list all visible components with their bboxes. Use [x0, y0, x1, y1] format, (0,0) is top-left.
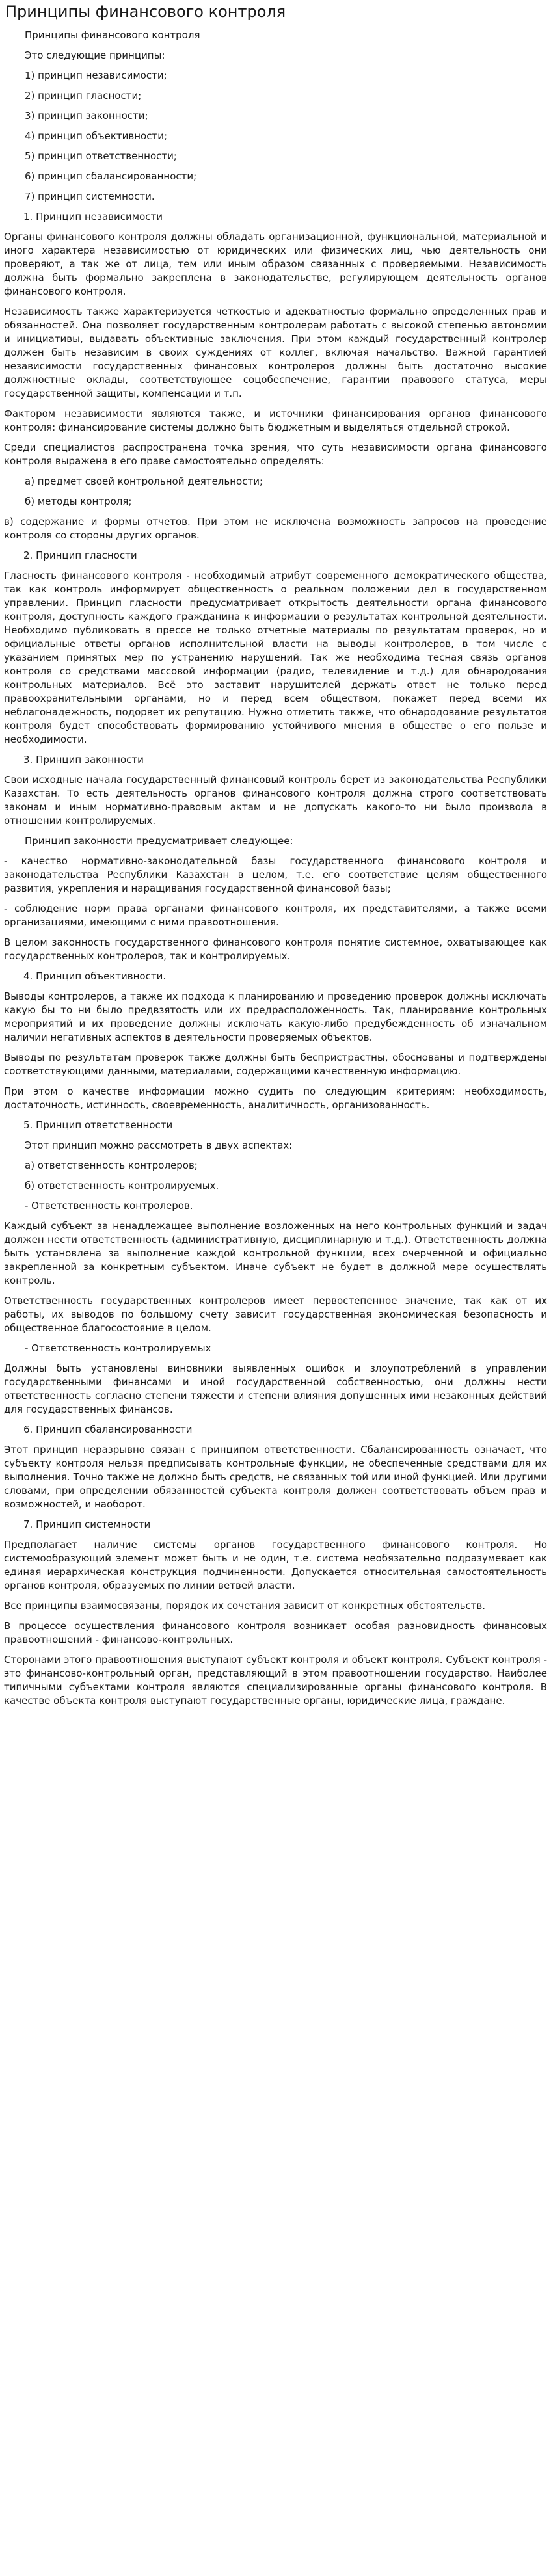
paragraph: Принципы финансового контроля: [25, 29, 200, 41]
paragraph: а) ответственность контролеров;: [25, 1160, 198, 1171]
section-heading: 2. Принцип гласности: [23, 550, 137, 561]
paragraph: В процессе осуществления финансового контроля возникает особая разновидность финансовых правоотношений - финансово-контрольных.: [4, 1620, 547, 1645]
paragraph: При этом о качестве информации можно судить по следующим критериям: необходимость, достаточность, истинность, своевременность, аналитичность, организованность.: [4, 1085, 547, 1111]
section-heading: 6. Принцип сбалансированности: [23, 1424, 193, 1435]
document: [0, 1, 551, 1721]
paragraph: Каждый субъект за ненадлежащее выполнение возложенных на него контрольных функций и задач должен нести ответственность (административную, дисциплинарную и т.д.). Ответственность должна быть установлена за выполнение каждой контрольной функции, всех очерченной и официально закрепленной за конкретным субъектом. Иначе субъект не будет в должной мере осуществлять контроль.: [4, 1220, 547, 1286]
paragraph: Выводы контролеров, а также их подхода к планированию и проведению проверок должны исключать какую бы то ни было предвзятость или их предрасположенность. Так, планирование контрольных мероприятий и их проведение должны исключать какую-либо предубежденность об изначальном наличии негативных аспектов в деятельности проверяемых объектов.: [4, 990, 547, 1043]
paragraph: Предполагает наличие системы органов государственного финансового контроля. Но системообразующий элемент может быть и не один, т.е. система необязательно подразумевает как единая иерархическая конструкция подчиненности. Допускается относительная самостоятельность органов контроля, образуемых по линии ветвей власти.: [4, 1539, 547, 1591]
paragraph: Этот принцип можно рассмотреть в двух аспектах:: [25, 1139, 293, 1151]
paragraph: 1) принцип независимости;: [25, 70, 167, 81]
paragraph: Принцип законности предусматривает следующее:: [25, 835, 293, 847]
paragraph: 4) принцип объективности;: [25, 130, 167, 142]
paragraph: б) методы контроля;: [25, 496, 132, 507]
paragraph: Свои исходные начала государственный финансовый контроль берет из законодательства Республики Казахстан. То есть деятельность органов финансового контроля должна строго соответствовать законам и иным нормативно-правовым актам и не допускать какого-то ни было произвола в отношении контролируемых.: [4, 774, 547, 827]
paragraph: Среди специалистов распространена точка зрения, что суть независимости органа финансового контроля выражена в его праве самостоятельно определять:: [4, 442, 547, 467]
paragraph: Независимость также характеризуется четкостью и адекватностью формально определенных прав и обязанностей. Она позволяет государственным контролерам работать с высокой степенью автономии и инициативы, выдавать объективные заключения. При этом каждый государственный контролер должен быть независим в своих суждениях от коллег, включая начальство. Важной гарантией независимости государственных финансовых контролеров должны быть достаточно высокие должностные оклады, соответствующее соцобеспечение, гарантии правового статуса, меры государственной защиты, компенсации и т.п.: [4, 306, 547, 399]
paragraph: 7) принцип системности.: [25, 191, 155, 202]
section-heading: 3. Принцип законности: [23, 754, 144, 765]
document-body: [4, 29, 547, 1708]
paragraph: 5) принцип ответственности;: [25, 150, 177, 162]
paragraph: Выводы по результатам проверок также должны быть беспристрастны, обоснованы и подтверждены соответствующими данными, материалами, содержащими качественную информацию.: [4, 1052, 547, 1077]
paragraph: Все принципы взаимосвязаны, порядок их сочетания зависит от конкретных обстоятельств.: [4, 1600, 486, 1612]
page-title: Принципы финансового контроля: [5, 3, 286, 21]
paragraph: Это следующие принципы:: [25, 49, 165, 61]
paragraph: Органы финансового контроля должны обладать организационной, функциональной, материальной и иного характера независимостью от юридических или физических лиц, чью деятельность они проверяют, а так же от лица, тем или иным образом связанных с проверяемыми. Независимость должна быть формально закреплена в законодательстве, регулирующем деятельность органов финансового контроля.: [4, 231, 547, 297]
paragraph: - качество нормативно-законодательной базы государственного финансового контроля и законодательства Республики Казахстан в целом, т.е. его соответствие целям общественного развития, укрепления и наращивания государственной финансовой базы;: [4, 855, 547, 894]
paragraph: - соблюдение норм права органами финансового контроля, их представителями, а также всеми организациями, имеющими с ними правоотношения.: [4, 903, 547, 928]
paragraph: в) содержание и формы отчетов. При этом не исключена возможность запросов на проведение контроля со стороны других органов.: [4, 516, 547, 541]
paragraph: 2) принцип гласности;: [25, 90, 142, 101]
paragraph: б) ответственность контролируемых.: [25, 1180, 219, 1191]
paragraph: 6) принцип сбалансированности;: [25, 170, 197, 182]
paragraph: - Ответственность контролеров.: [25, 1200, 193, 1212]
paragraph: Должны быть установлены виновники выявленных ошибок и злоупотреблений в управлении государственными финансами и иной государственной собственностью, они должны нести ответственность согласно степени тяжести и степени влияния допущенных ими незаконных действий для государственных финансов.: [4, 1362, 547, 1415]
section-heading: 5. Принцип ответственности: [23, 1119, 173, 1131]
paragraph: - Ответственность контролируемых: [25, 1342, 211, 1354]
paragraph: Сторонами этого правоотношения выступают субъект контроля и объект контроля. Субъект контроля - это финансово-контрольный орган, представляющий в этом правоотношении государство. Наиболее типичными субъектами контроля являются специализированные органы финансового контроля. В качестве объекта контроля выступают государственные органы, юридические лица, граждане.: [4, 1654, 547, 1706]
section-heading: 4. Принцип объективности.: [23, 970, 167, 982]
paragraph: а) предмет своей контрольной деятельности;: [25, 475, 263, 487]
section-heading: 1. Принцип независимости: [23, 211, 163, 222]
section-heading: 7. Принцип системности: [23, 1519, 151, 1530]
paragraph: 3) принцип законности;: [25, 110, 148, 122]
paragraph: В целом законность государственного финансового контроля понятие системное, охватывающее как государственных контролеров, так и контролируемых.: [4, 936, 547, 962]
paragraph: Этот принцип неразрывно связан с принципом ответственности. Сбалансированность означает, что субъекту контроля нельзя предписывать контрольные функции, не обеспеченные средствами для их выполнения. Точно также не должно быть средств, не связанных той или иной функцией. Или другими словами, при определении обязанностей субъекта контроля должен соответствовать объем прав и возможностей, и наоборот.: [4, 1444, 547, 1510]
paragraph: Гласность финансового контроля - необходимый атрибут современного демократического общества, так как контроль информирует общественность о реальном положении дел в государственном управлении. Принцип гласности предусматривает открытость деятельности органа финансового контроля, доступность каждого гражданина к информации о результатах контрольной деятельности. Необходимо публиковать в прессе не только отчетные материалы по результатам проверок, но и официальные ответы органов исполнительной власти на выводы контролеров, в том числе с указанием принятых мер по устранению нарушений. Так же необходима тесная связь органов контроля со средствами массовой информации (радио, телевидение и т.д.) для обнародования контрольных материалов. Всё это заставит нарушителей держать ответ не только перед правоохранительными органами, но и перед всем обществом, покажет перед всеми их неблагонадежность, подорвет их репутацию. Нужно отметить также, что обнародование результатов контроля будет способствовать формированию устойчивого мнения в обществе о его пользе и необходимости.: [4, 570, 547, 745]
paragraph: Ответственность государственных контролеров имеет первостепенное значение, так как от их работы, их выводов по большому счету зависит государственная экономическая безопасность и общественное благосостояние в целом.: [4, 1295, 547, 1334]
paragraph: Фактором независимости являются также, и источники финансирования органов финансового контроля: финансирование системы должно быть бюджетным и выделяться отдельной строкой.: [4, 408, 547, 433]
